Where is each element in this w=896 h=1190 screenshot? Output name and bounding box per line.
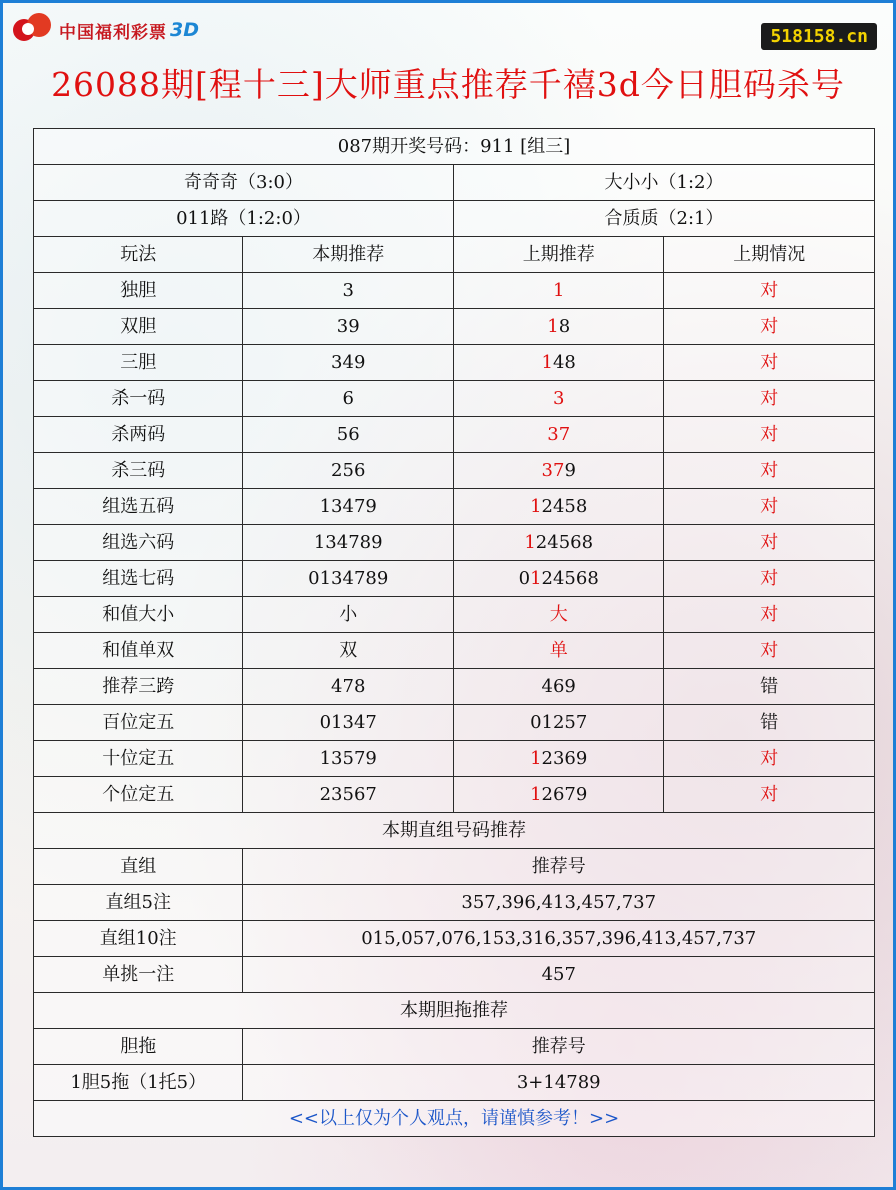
drag-col-type: 胆拖 bbox=[34, 1029, 243, 1065]
table-row bbox=[34, 561, 875, 597]
previous-cell bbox=[453, 597, 663, 633]
current-cell: 56 bbox=[243, 417, 453, 453]
play-cell: 推荐三跨 bbox=[34, 669, 243, 705]
current-cell: 478 bbox=[243, 669, 453, 705]
current-cell: 134789 bbox=[243, 525, 453, 561]
previous-plain: 24568 bbox=[535, 531, 594, 553]
drag-value: 3+14789 bbox=[243, 1065, 875, 1101]
previous-cell bbox=[453, 345, 663, 381]
previous-plain: 469 bbox=[541, 675, 576, 697]
lottery-logo bbox=[13, 13, 199, 47]
prime-pattern: 合质质（2:1） bbox=[453, 201, 874, 237]
status-cell: 对 bbox=[664, 489, 875, 525]
status-cell: 错 bbox=[664, 705, 875, 741]
status-cell: 对 bbox=[664, 381, 875, 417]
previous-hit: 1 bbox=[530, 495, 542, 517]
status-cell: 对 bbox=[664, 597, 875, 633]
play-cell: 杀一码 bbox=[34, 381, 243, 417]
table-row bbox=[34, 1065, 875, 1101]
current-cell: 6 bbox=[243, 381, 453, 417]
current-cell: 0134789 bbox=[243, 561, 453, 597]
status-cell: 对 bbox=[664, 345, 875, 381]
current-cell: 39 bbox=[243, 309, 453, 345]
previous-hit: 1 bbox=[541, 351, 553, 373]
table-row bbox=[34, 489, 875, 525]
draw-result: 087期开奖号码：911 [组三] bbox=[34, 129, 875, 165]
drag-section-title: 本期胆拖推荐 bbox=[34, 993, 875, 1029]
current-cell: 小 bbox=[243, 597, 453, 633]
previous-plain: 9 bbox=[564, 459, 576, 481]
previous-cell bbox=[453, 705, 663, 741]
site-badge[interactable]: 518158.cn bbox=[761, 23, 877, 50]
direct-value: 357,396,413,457,737 bbox=[243, 885, 875, 921]
previous-cell bbox=[453, 453, 663, 489]
table-row bbox=[34, 669, 875, 705]
page-title: 26088期[程十三]大师重点推荐千禧3d今日胆码杀号 bbox=[51, 65, 845, 104]
table-row bbox=[34, 597, 875, 633]
size-pattern: 大小小（1:2） bbox=[453, 165, 874, 201]
play-cell: 组选六码 bbox=[34, 525, 243, 561]
table-header-row bbox=[34, 237, 875, 273]
disclaimer: <<以上仅为个人观点，请谨慎参考！>> bbox=[34, 1101, 875, 1137]
previous-cell bbox=[453, 561, 663, 597]
table-row bbox=[34, 381, 875, 417]
status-cell: 对 bbox=[664, 561, 875, 597]
drag-section-row bbox=[34, 993, 875, 1029]
drag-col-numbers: 推荐号 bbox=[243, 1029, 875, 1065]
previous-cell bbox=[453, 273, 663, 309]
status-cell: 对 bbox=[664, 309, 875, 345]
previous-hit: 大 bbox=[549, 603, 568, 625]
table-row bbox=[34, 345, 875, 381]
table-row bbox=[34, 921, 875, 957]
table-row bbox=[34, 741, 875, 777]
table-row bbox=[34, 453, 875, 489]
previous-cell bbox=[453, 777, 663, 813]
status-cell: 对 bbox=[664, 417, 875, 453]
col-header-status: 上期情况 bbox=[664, 237, 875, 273]
status-cell: 对 bbox=[664, 633, 875, 669]
previous-plain: 0 bbox=[518, 567, 531, 589]
previous-plain: 24568 bbox=[541, 567, 599, 589]
direct-section-title: 本期直组号码推荐 bbox=[34, 813, 875, 849]
play-cell: 和值大小 bbox=[34, 597, 243, 633]
play-cell: 三胆 bbox=[34, 345, 243, 381]
drag-label: 1胆5拖（1托5） bbox=[34, 1065, 243, 1101]
current-cell: 01347 bbox=[243, 705, 453, 741]
previous-cell bbox=[453, 741, 663, 777]
previous-hit: 37 bbox=[541, 459, 565, 481]
play-cell: 杀两码 bbox=[34, 417, 243, 453]
logo-text: 中国福利彩票 bbox=[59, 22, 167, 43]
direct-section-row bbox=[34, 813, 875, 849]
play-cell: 和值单双 bbox=[34, 633, 243, 669]
previous-cell bbox=[453, 309, 663, 345]
drag-header-row bbox=[34, 1029, 875, 1065]
previous-hit: 1 bbox=[547, 315, 559, 337]
col-header-current: 本期推荐 bbox=[243, 237, 453, 273]
status-cell: 对 bbox=[664, 453, 875, 489]
table-row bbox=[34, 309, 875, 345]
play-cell: 组选七码 bbox=[34, 561, 243, 597]
previous-hit: 1 bbox=[530, 783, 542, 805]
status-cell: 对 bbox=[664, 777, 875, 813]
direct-value: 457 bbox=[243, 957, 875, 993]
table-row bbox=[34, 633, 875, 669]
current-cell: 13579 bbox=[243, 741, 453, 777]
previous-cell bbox=[453, 417, 663, 453]
footer-row bbox=[34, 1101, 875, 1137]
previous-hit: 3 bbox=[552, 387, 565, 409]
play-cell: 个位定五 bbox=[34, 777, 243, 813]
table-row bbox=[34, 957, 875, 993]
play-cell: 组选五码 bbox=[34, 489, 243, 525]
previous-cell bbox=[453, 525, 663, 561]
direct-header-row bbox=[34, 849, 875, 885]
status-cell: 对 bbox=[664, 741, 875, 777]
col-header-previous: 上期推荐 bbox=[453, 237, 663, 273]
logo-3d: 3D bbox=[170, 19, 199, 41]
table-row bbox=[34, 885, 875, 921]
lottery-logo-icon bbox=[13, 13, 53, 47]
previous-hit: 1 bbox=[524, 531, 536, 553]
previous-hit: 单 bbox=[549, 639, 568, 661]
route-pattern: 011路（1:2:0） bbox=[34, 201, 454, 237]
current-cell: 13479 bbox=[243, 489, 453, 525]
previous-plain: 2369 bbox=[541, 747, 588, 769]
direct-col-numbers: 推荐号 bbox=[243, 849, 875, 885]
previous-cell bbox=[453, 633, 663, 669]
previous-plain: 2679 bbox=[541, 783, 588, 805]
previous-cell bbox=[453, 381, 663, 417]
current-cell: 256 bbox=[243, 453, 453, 489]
previous-cell bbox=[453, 669, 663, 705]
previous-plain: 48 bbox=[552, 351, 576, 373]
previous-cell bbox=[453, 489, 663, 525]
result-row-2 bbox=[34, 201, 875, 237]
previous-hit: 1 bbox=[552, 279, 565, 301]
play-cell: 百位定五 bbox=[34, 705, 243, 741]
current-cell: 3 bbox=[243, 273, 453, 309]
parity-pattern: 奇奇奇（3:0） bbox=[34, 165, 454, 201]
direct-label: 直组5注 bbox=[34, 885, 243, 921]
current-cell: 349 bbox=[243, 345, 453, 381]
recommendation-table bbox=[33, 128, 875, 1137]
result-row-1 bbox=[34, 165, 875, 201]
play-cell: 十位定五 bbox=[34, 741, 243, 777]
previous-plain: 01257 bbox=[530, 711, 588, 733]
direct-value: 015,057,076,153,316,357,396,413,457,737 bbox=[243, 921, 875, 957]
direct-label: 单挑一注 bbox=[34, 957, 243, 993]
current-cell: 双 bbox=[243, 633, 453, 669]
table-row bbox=[34, 525, 875, 561]
direct-label: 直组10注 bbox=[34, 921, 243, 957]
status-cell: 错 bbox=[664, 669, 875, 705]
table-row bbox=[34, 705, 875, 741]
previous-hit: 37 bbox=[547, 423, 571, 445]
current-cell: 23567 bbox=[243, 777, 453, 813]
status-cell: 对 bbox=[664, 525, 875, 561]
draw-result-row bbox=[34, 129, 875, 165]
play-cell: 独胆 bbox=[34, 273, 243, 309]
table-row bbox=[34, 417, 875, 453]
table-row bbox=[34, 777, 875, 813]
status-cell: 对 bbox=[664, 273, 875, 309]
play-cell: 杀三码 bbox=[34, 453, 243, 489]
previous-hit: 1 bbox=[530, 567, 542, 589]
previous-plain: 2458 bbox=[541, 495, 588, 517]
play-cell: 双胆 bbox=[34, 309, 243, 345]
table-row bbox=[34, 273, 875, 309]
previous-hit: 1 bbox=[530, 747, 542, 769]
col-header-play: 玩法 bbox=[34, 237, 243, 273]
previous-plain: 8 bbox=[558, 315, 571, 337]
direct-col-type: 直组 bbox=[34, 849, 243, 885]
